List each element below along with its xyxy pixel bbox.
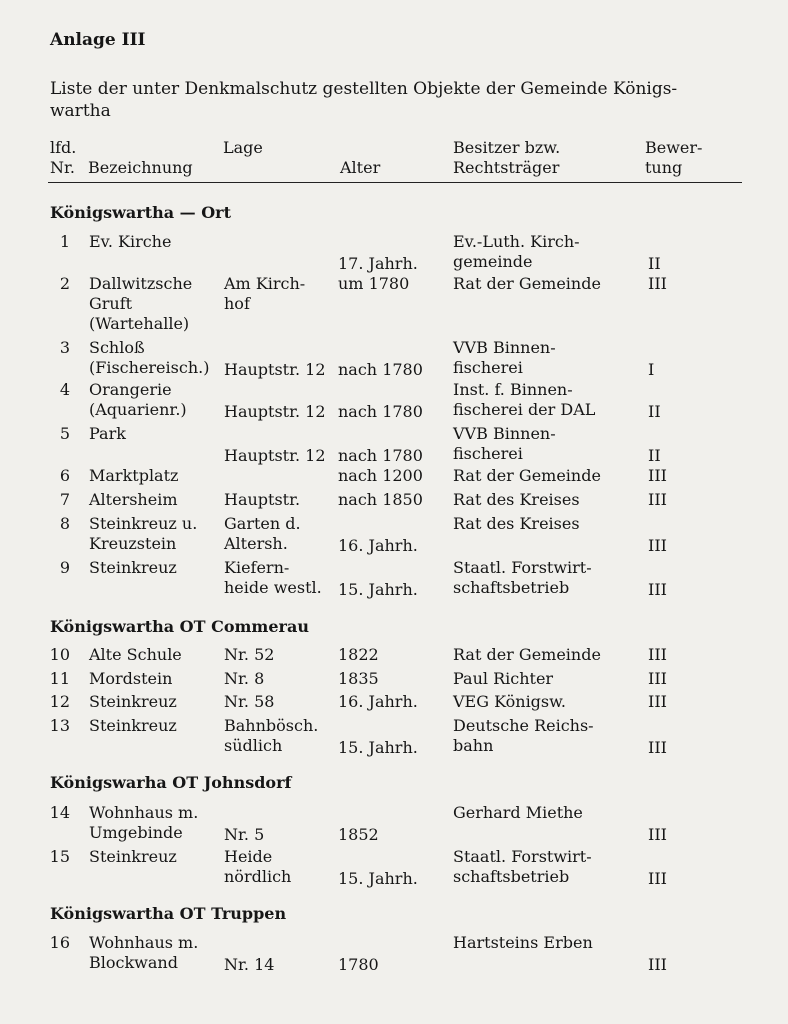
lage-cell: Bahnbösch. südlich <box>224 716 319 755</box>
lage-cell: Nr. 8 <box>224 669 265 688</box>
bezeichnung-cell: Steinkreuz <box>89 558 177 577</box>
besitzer-cell: Rat des Kreises <box>453 514 580 533</box>
section-title: Königswartha OT Truppen <box>50 904 287 923</box>
bezeichnung-cell: Schloß (Fischereisch.) <box>89 338 210 377</box>
alter-cell: nach 1850 <box>338 490 423 509</box>
bewertung-cell: III <box>648 825 667 844</box>
lage-cell: Nr. 14 <box>224 955 275 974</box>
row-number: 13 <box>49 716 70 735</box>
row-number: 6 <box>59 466 70 485</box>
besitzer-cell: Gerhard Miethe <box>453 803 583 822</box>
row-number: 11 <box>49 669 70 688</box>
bezeichnung-cell: Steinkreuz u. Kreuzstein <box>89 514 198 553</box>
alter-cell: nach 1200 <box>338 466 423 485</box>
bezeichnung-cell: Marktplatz <box>89 466 179 485</box>
row-number: 4 <box>59 380 70 399</box>
col-header-lage: Lage <box>223 138 263 157</box>
lage-cell: Hauptstr. 12 <box>224 446 326 465</box>
alter-cell: 1822 <box>338 645 379 664</box>
alter-cell: um 1780 <box>338 274 410 293</box>
bewertung-cell: III <box>648 466 667 485</box>
section-title: Königswarha OT Johnsdorf <box>50 773 292 792</box>
besitzer-cell: Rat des Kreises <box>453 490 580 509</box>
lage-cell: Kiefern- heide westl. <box>224 558 322 597</box>
bewertung-cell: III <box>648 692 667 711</box>
alter-cell: 15. Jahrh. <box>338 738 418 757</box>
header-rule <box>48 182 742 183</box>
bezeichnung-cell: Alte Schule <box>89 645 182 664</box>
bezeichnung-cell: Steinkreuz <box>89 847 177 866</box>
row-number: 7 <box>59 490 70 509</box>
bewertung-cell: I <box>648 360 655 379</box>
besitzer-cell: VVB Binnen- fischerei <box>453 338 556 377</box>
besitzer-cell: Hartsteins Erben <box>453 933 593 952</box>
bezeichnung-cell: Mordstein <box>89 669 173 688</box>
bewertung-cell: II <box>648 402 661 421</box>
alter-cell: 1852 <box>338 825 379 844</box>
besitzer-cell: Staatl. Forstwirt- schaftsbetrieb <box>453 558 592 597</box>
row-number: 16 <box>49 933 70 952</box>
besitzer-cell: Rat der Gemeinde <box>453 466 601 485</box>
besitzer-cell: Rat der Gemeinde <box>453 274 601 293</box>
bezeichnung-cell: Park <box>89 424 126 443</box>
bewertung-cell: III <box>648 955 667 974</box>
alter-cell: nach 1780 <box>338 446 423 465</box>
row-number: 10 <box>49 645 70 664</box>
bezeichnung-cell: Dallwitzsche Gruft (Wartehalle) <box>89 274 193 333</box>
row-number: 3 <box>59 338 70 357</box>
alter-cell: 16. Jahrh. <box>338 692 418 711</box>
besitzer-cell: Rat der Gemeinde <box>453 645 601 664</box>
row-number: 9 <box>59 558 70 577</box>
lage-cell: Hauptstr. 12 <box>224 360 326 379</box>
col-header-bewertung: Bewer- tung <box>645 138 703 177</box>
alter-cell: 17. Jahrh. <box>338 254 418 273</box>
bewertung-cell: III <box>648 669 667 688</box>
bewertung-cell: III <box>648 490 667 509</box>
col-header-bezeichnung: Bezeichnung <box>88 158 193 177</box>
bezeichnung-cell: Altersheim <box>89 490 178 509</box>
section-title: Königswartha OT Commerau <box>50 617 309 636</box>
bezeichnung-cell: Steinkreuz <box>89 716 177 735</box>
row-number: 1 <box>59 232 70 251</box>
bezeichnung-cell: Wohnhaus m. Blockwand <box>89 933 199 972</box>
lage-cell: Am Kirch- hof <box>224 274 306 313</box>
alter-cell: nach 1780 <box>338 402 423 421</box>
bewertung-cell: II <box>648 446 661 465</box>
row-number: 12 <box>49 692 70 711</box>
alter-cell: 1835 <box>338 669 379 688</box>
bezeichnung-cell: Wohnhaus m. Umgebinde <box>89 803 199 842</box>
alter-cell: 16. Jahrh. <box>338 536 418 555</box>
row-number: 8 <box>59 514 70 533</box>
row-number: 2 <box>59 274 70 293</box>
row-number: 5 <box>59 424 70 443</box>
lage-cell: Garten d. Altersh. <box>224 514 301 553</box>
besitzer-cell: Inst. f. Binnen- fischerei der DAL <box>453 380 596 419</box>
alter-cell: nach 1780 <box>338 360 423 379</box>
lage-cell: Heide nördlich <box>224 847 292 886</box>
bezeichnung-cell: Orangerie (Aquarienr.) <box>89 380 187 419</box>
bezeichnung-cell: Steinkreuz <box>89 692 177 711</box>
lage-cell: Hauptstr. <box>224 490 301 509</box>
besitzer-cell: Ev.-Luth. Kirch- gemeinde <box>453 232 580 271</box>
besitzer-cell: Deutsche Reichs- bahn <box>453 716 594 755</box>
bewertung-cell: II <box>648 254 661 273</box>
besitzer-cell: VVB Binnen- fischerei <box>453 424 556 463</box>
col-header-alter: Alter <box>340 158 381 177</box>
intro-text: Liste der unter Denkmalschutz gestellten Objekte der Gemeinde Königs- wartha <box>50 79 678 121</box>
bezeichnung-cell: Ev. Kirche <box>89 232 172 251</box>
bewertung-cell: III <box>648 580 667 599</box>
bewertung-cell: III <box>648 869 667 888</box>
col-header-nr: lfd. Nr. <box>50 138 77 177</box>
alter-cell: 15. Jahrh. <box>338 869 418 888</box>
col-header-besitzer: Besitzer bzw. Rechtsträger <box>453 138 561 177</box>
row-number: 14 <box>49 803 70 822</box>
lage-cell: Nr. 52 <box>224 645 275 664</box>
bewertung-cell: III <box>648 738 667 757</box>
lage-cell: Nr. 5 <box>224 825 265 844</box>
alter-cell: 1780 <box>338 955 379 974</box>
row-number: 15 <box>49 847 70 866</box>
besitzer-cell: Paul Richter <box>453 669 554 688</box>
alter-cell: 15. Jahrh. <box>338 580 418 599</box>
bewertung-cell: III <box>648 536 667 555</box>
document-heading: Anlage III <box>50 30 146 50</box>
bewertung-cell: III <box>648 274 667 293</box>
section-title: Königswartha — Ort <box>50 203 231 222</box>
lage-cell: Hauptstr. 12 <box>224 402 326 421</box>
bewertung-cell: III <box>648 645 667 664</box>
lage-cell: Nr. 58 <box>224 692 275 711</box>
besitzer-cell: VEG Königsw. <box>453 692 567 711</box>
besitzer-cell: Staatl. Forstwirt- schaftsbetrieb <box>453 847 592 886</box>
